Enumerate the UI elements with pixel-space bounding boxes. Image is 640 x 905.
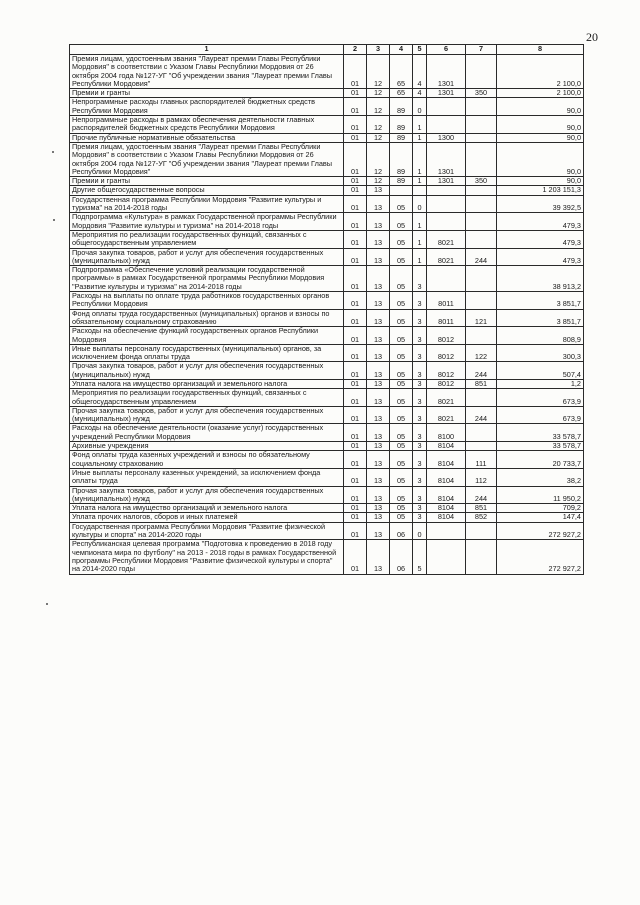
cell-subprogram: 1 <box>413 213 427 231</box>
cell-subprogram: 5 <box>413 540 427 574</box>
cell-subsection: 13 <box>367 424 390 442</box>
cell-program: 05 <box>390 362 413 380</box>
table-row <box>70 327 584 345</box>
cell-program: 89 <box>390 177 413 186</box>
cell-target-article: 1301 <box>427 142 466 176</box>
cell-target-article: 8011 <box>427 309 466 327</box>
cell-subsection: 12 <box>367 177 390 186</box>
cell-subsection: 13 <box>367 266 390 292</box>
column-header: 3 <box>367 45 390 55</box>
cell-subprogram: 3 <box>413 451 427 469</box>
cell-section: 01 <box>344 89 367 98</box>
cell-expense-type: 350 <box>466 89 497 98</box>
cell-section: 01 <box>344 522 367 540</box>
cell-program: 05 <box>390 504 413 513</box>
cell-target-article: 8012 <box>427 379 466 388</box>
cell-expense-type: 112 <box>466 468 497 486</box>
cell-section: 01 <box>344 540 367 574</box>
cell-target-article: 1301 <box>427 55 466 89</box>
cell-description: Премия лицам, удостоенным звания "Лауреат премии Главы Республики Мордовия" в соответствии с Указом Главы Республики Мордовия от 26 октября 2004 года №127-УГ "Об учреждении звания "Лауреат премии Главы Республики Мордовия" <box>70 142 344 176</box>
cell-subsection: 13 <box>367 486 390 504</box>
cell-target-article: 8021 <box>427 248 466 266</box>
table-row <box>70 344 584 362</box>
cell-expense-type <box>466 186 497 195</box>
cell-section: 01 <box>344 468 367 486</box>
cell-amount: 479,3 <box>497 213 584 231</box>
cell-program <box>390 186 413 195</box>
cell-description: Государственная программа Республики Мордовия "Развитие физической культуры и спорта" на 2014-2020 годы <box>70 522 344 540</box>
cell-description: Непрограммные расходы в рамках обеспечения деятельности главных распорядителей бюджетных средств Республики Мордовия <box>70 116 344 134</box>
table-row <box>70 468 584 486</box>
cell-section: 01 <box>344 362 367 380</box>
cell-expense-type <box>466 424 497 442</box>
cell-subprogram: 3 <box>413 266 427 292</box>
scan-speck <box>52 151 54 153</box>
cell-expense-type: 851 <box>466 379 497 388</box>
cell-subprogram: 0 <box>413 98 427 116</box>
cell-program: 05 <box>390 248 413 266</box>
cell-expense-type <box>466 230 497 248</box>
cell-subprogram: 3 <box>413 292 427 310</box>
cell-target-article: 8012 <box>427 327 466 345</box>
cell-subsection: 13 <box>367 513 390 522</box>
budget-table <box>69 44 584 575</box>
table-row <box>70 133 584 142</box>
cell-expense-type <box>466 292 497 310</box>
cell-program: 05 <box>390 195 413 213</box>
cell-subsection: 13 <box>367 186 390 195</box>
table-row <box>70 406 584 424</box>
cell-description: Уплата налога на имущество организаций и земельного налога <box>70 504 344 513</box>
table-row <box>70 213 584 231</box>
cell-section: 01 <box>344 309 367 327</box>
cell-section: 01 <box>344 424 367 442</box>
table-row <box>70 266 584 292</box>
cell-amount: 1 203 151,3 <box>497 186 584 195</box>
cell-target-article: 8012 <box>427 362 466 380</box>
column-header: 7 <box>466 45 497 55</box>
cell-program: 05 <box>390 513 413 522</box>
column-header: 8 <box>497 45 584 55</box>
cell-subprogram: 4 <box>413 89 427 98</box>
table-row <box>70 195 584 213</box>
cell-program: 05 <box>390 266 413 292</box>
cell-description: Премии и гранты <box>70 177 344 186</box>
cell-section: 01 <box>344 389 367 407</box>
cell-program: 65 <box>390 89 413 98</box>
cell-program: 89 <box>390 116 413 134</box>
table-row <box>70 248 584 266</box>
table-row <box>70 442 584 451</box>
cell-description: Иные выплаты персоналу казенных учреждений, за исключением фонда оплаты труда <box>70 468 344 486</box>
cell-program: 06 <box>390 522 413 540</box>
cell-subprogram: 3 <box>413 327 427 345</box>
cell-target-article <box>427 540 466 574</box>
cell-subsection: 13 <box>367 468 390 486</box>
cell-expense-type <box>466 540 497 574</box>
cell-target-article <box>427 195 466 213</box>
cell-expense-type <box>466 327 497 345</box>
cell-target-article: 8100 <box>427 424 466 442</box>
table-row <box>70 309 584 327</box>
cell-program: 05 <box>390 213 413 231</box>
cell-subprogram: 3 <box>413 379 427 388</box>
cell-subprogram: 3 <box>413 362 427 380</box>
cell-amount: 3 851,7 <box>497 292 584 310</box>
cell-target-article <box>427 266 466 292</box>
cell-subprogram: 3 <box>413 468 427 486</box>
cell-description: Мероприятия по реализации государственных функций, связанных с общегосударственным управлением <box>70 389 344 407</box>
cell-section: 01 <box>344 504 367 513</box>
cell-subsection: 13 <box>367 540 390 574</box>
cell-subprogram: 3 <box>413 344 427 362</box>
cell-subprogram: 1 <box>413 230 427 248</box>
cell-section: 01 <box>344 133 367 142</box>
table-row <box>70 116 584 134</box>
cell-expense-type: 244 <box>466 248 497 266</box>
table-row <box>70 362 584 380</box>
cell-target-article: 8012 <box>427 344 466 362</box>
cell-description: Фонд оплаты труда государственных (муниципальных) органов и взносы по обязательному социальному страхованию <box>70 309 344 327</box>
cell-program: 89 <box>390 98 413 116</box>
cell-subprogram: 3 <box>413 513 427 522</box>
table-row <box>70 292 584 310</box>
cell-description: Расходы на обеспечение функций государственных органов Республики Мордовия <box>70 327 344 345</box>
cell-section: 01 <box>344 248 367 266</box>
cell-target-article: 8011 <box>427 292 466 310</box>
cell-program: 89 <box>390 133 413 142</box>
cell-subsection: 13 <box>367 451 390 469</box>
cell-target-article <box>427 186 466 195</box>
table-row <box>70 504 584 513</box>
cell-section: 01 <box>344 266 367 292</box>
cell-expense-type <box>466 142 497 176</box>
cell-target-article <box>427 213 466 231</box>
cell-section: 01 <box>344 98 367 116</box>
cell-amount: 33 578,7 <box>497 442 584 451</box>
cell-description: Уплата прочих налогов, сборов и иных платежей <box>70 513 344 522</box>
cell-description: Фонд оплаты труда казенных учреждений и взносы по обязательному социальному страхованию <box>70 451 344 469</box>
cell-subsection: 13 <box>367 248 390 266</box>
cell-amount: 479,3 <box>497 248 584 266</box>
cell-subsection: 12 <box>367 142 390 176</box>
cell-expense-type <box>466 442 497 451</box>
cell-subsection: 12 <box>367 98 390 116</box>
cell-section: 01 <box>344 116 367 134</box>
cell-program: 89 <box>390 142 413 176</box>
table-header-row <box>70 45 584 55</box>
cell-description: Премии и гранты <box>70 89 344 98</box>
cell-subprogram: 1 <box>413 142 427 176</box>
cell-amount: 272 927,2 <box>497 540 584 574</box>
table-row <box>70 424 584 442</box>
cell-expense-type: 851 <box>466 504 497 513</box>
cell-subprogram: 3 <box>413 504 427 513</box>
cell-program: 05 <box>390 406 413 424</box>
cell-section: 01 <box>344 195 367 213</box>
cell-program: 05 <box>390 344 413 362</box>
cell-amount: 90,0 <box>497 142 584 176</box>
cell-subsection: 13 <box>367 442 390 451</box>
cell-expense-type: 122 <box>466 344 497 362</box>
cell-program: 05 <box>390 389 413 407</box>
cell-target-article: 8104 <box>427 513 466 522</box>
scan-speck <box>53 219 55 221</box>
table-row <box>70 379 584 388</box>
cell-amount: 39 392,5 <box>497 195 584 213</box>
cell-description: Уплата налога на имущество организаций и земельного налога <box>70 379 344 388</box>
cell-section: 01 <box>344 442 367 451</box>
cell-target-article: 8104 <box>427 442 466 451</box>
cell-target-article: 8021 <box>427 406 466 424</box>
column-header: 2 <box>344 45 367 55</box>
table-row <box>70 486 584 504</box>
table-row <box>70 98 584 116</box>
cell-description: Непрограммные расходы главных распорядителей бюджетных средств Республики Мордовия <box>70 98 344 116</box>
cell-description: Расходы на выплаты по оплате труда работников государственных органов Республики Мордовия <box>70 292 344 310</box>
cell-description: Мероприятия по реализации государственных функций, связанных с общегосударственным управлением <box>70 230 344 248</box>
cell-section: 01 <box>344 292 367 310</box>
cell-target-article: 8104 <box>427 468 466 486</box>
table-row <box>70 186 584 195</box>
cell-subsection: 13 <box>367 230 390 248</box>
cell-subprogram: 3 <box>413 424 427 442</box>
cell-program: 05 <box>390 486 413 504</box>
cell-target-article: 8104 <box>427 451 466 469</box>
table-body <box>70 55 584 575</box>
cell-target-article: 1300 <box>427 133 466 142</box>
page-number: 20 <box>586 30 598 44</box>
cell-amount: 90,0 <box>497 98 584 116</box>
cell-section: 01 <box>344 513 367 522</box>
cell-amount: 90,0 <box>497 177 584 186</box>
table-row <box>70 230 584 248</box>
cell-section: 01 <box>344 406 367 424</box>
cell-subprogram: 1 <box>413 116 427 134</box>
table-row <box>70 89 584 98</box>
cell-description: Иные выплаты персоналу государственных (муниципальных) органов, за исключением фонда оплаты труда <box>70 344 344 362</box>
cell-amount: 20 733,7 <box>497 451 584 469</box>
column-header: 4 <box>390 45 413 55</box>
cell-amount: 38,2 <box>497 468 584 486</box>
cell-subsection: 12 <box>367 116 390 134</box>
cell-description: Прочая закупка товаров, работ и услуг для обеспечения государственных (муниципальных) нужд <box>70 406 344 424</box>
cell-subsection: 12 <box>367 55 390 89</box>
table-row <box>70 451 584 469</box>
cell-description: Прочая закупка товаров, работ и услуг для обеспечения государственных (муниципальных) нужд <box>70 362 344 380</box>
cell-target-article <box>427 98 466 116</box>
column-header: 5 <box>413 45 427 55</box>
cell-subprogram: 0 <box>413 195 427 213</box>
cell-amount: 272 927,2 <box>497 522 584 540</box>
cell-section: 01 <box>344 177 367 186</box>
cell-expense-type: 244 <box>466 486 497 504</box>
cell-section: 01 <box>344 344 367 362</box>
cell-description: Прочая закупка товаров, работ и услуг для обеспечения государственных (муниципальных) нужд <box>70 248 344 266</box>
cell-expense-type: 111 <box>466 451 497 469</box>
cell-subsection: 13 <box>367 379 390 388</box>
scan-speck <box>46 603 48 605</box>
cell-subsection: 13 <box>367 292 390 310</box>
table-row <box>70 142 584 176</box>
cell-section: 01 <box>344 327 367 345</box>
table-row <box>70 389 584 407</box>
cell-expense-type: 121 <box>466 309 497 327</box>
cell-program: 05 <box>390 379 413 388</box>
cell-subprogram: 3 <box>413 309 427 327</box>
cell-subprogram: 1 <box>413 177 427 186</box>
table-row <box>70 513 584 522</box>
cell-program: 05 <box>390 327 413 345</box>
cell-section: 01 <box>344 486 367 504</box>
cell-subprogram <box>413 186 427 195</box>
cell-expense-type <box>466 213 497 231</box>
cell-subsection: 13 <box>367 389 390 407</box>
cell-subsection: 13 <box>367 522 390 540</box>
cell-amount: 2 100,0 <box>497 55 584 89</box>
cell-subsection: 13 <box>367 213 390 231</box>
cell-section: 01 <box>344 379 367 388</box>
cell-amount: 507,4 <box>497 362 584 380</box>
cell-subsection: 12 <box>367 133 390 142</box>
cell-target-article: 8021 <box>427 389 466 407</box>
cell-subsection: 13 <box>367 195 390 213</box>
cell-amount: 673,9 <box>497 389 584 407</box>
cell-amount: 479,3 <box>497 230 584 248</box>
cell-target-article: 8104 <box>427 504 466 513</box>
cell-expense-type: 244 <box>466 362 497 380</box>
cell-amount: 38 913,2 <box>497 266 584 292</box>
cell-subsection: 13 <box>367 406 390 424</box>
table-row <box>70 540 584 574</box>
cell-target-article: 8104 <box>427 486 466 504</box>
cell-program: 05 <box>390 442 413 451</box>
cell-program: 06 <box>390 540 413 574</box>
cell-subprogram: 3 <box>413 406 427 424</box>
cell-expense-type <box>466 195 497 213</box>
cell-expense-type <box>466 133 497 142</box>
cell-amount: 808,9 <box>497 327 584 345</box>
cell-section: 01 <box>344 230 367 248</box>
column-header: 1 <box>70 45 344 55</box>
table-row <box>70 522 584 540</box>
cell-expense-type <box>466 98 497 116</box>
cell-description: Подпрограмма «Обеспечение условий реализации государственной программы» в рамках Государственной программы Республики Мордовия "Развитие культуры и туризма" на 2014-2018 годы <box>70 266 344 292</box>
cell-expense-type <box>466 116 497 134</box>
cell-program: 05 <box>390 424 413 442</box>
cell-subsection: 13 <box>367 344 390 362</box>
cell-subsection: 13 <box>367 362 390 380</box>
cell-amount: 90,0 <box>497 116 584 134</box>
cell-description: Другие общегосударственные вопросы <box>70 186 344 195</box>
cell-expense-type: 244 <box>466 406 497 424</box>
cell-description: Прочая закупка товаров, работ и услуг для обеспечения государственных (муниципальных) нужд <box>70 486 344 504</box>
cell-subprogram: 0 <box>413 522 427 540</box>
cell-amount: 11 950,2 <box>497 486 584 504</box>
cell-target-article: 1301 <box>427 177 466 186</box>
cell-expense-type <box>466 522 497 540</box>
cell-program: 65 <box>390 55 413 89</box>
cell-section: 01 <box>344 451 367 469</box>
cell-subprogram: 3 <box>413 442 427 451</box>
table-row <box>70 177 584 186</box>
cell-section: 01 <box>344 186 367 195</box>
cell-amount: 90,0 <box>497 133 584 142</box>
cell-amount: 673,9 <box>497 406 584 424</box>
cell-expense-type <box>466 389 497 407</box>
cell-subsection: 13 <box>367 309 390 327</box>
cell-subprogram: 3 <box>413 486 427 504</box>
cell-program: 05 <box>390 468 413 486</box>
cell-subprogram: 4 <box>413 55 427 89</box>
cell-description: Премия лицам, удостоенным звания "Лауреат премии Главы Республики Мордовия" в соответствии с Указом Главы Республики Мордовия от 26 октября 2004 года №127-УГ "Об учреждении звания "Лауреат премии Главы Республики Мордовия" <box>70 55 344 89</box>
cell-target-article <box>427 522 466 540</box>
cell-description: Республиканская целевая программа "Подготовка к проведению в 2018 году чемпионата мира по футболу" на 2013 - 2018 годы в рамках Государственной программы Республики Мордовия "Развитие физической культуры и спорта" на 2014-2020 годы <box>70 540 344 574</box>
cell-section: 01 <box>344 55 367 89</box>
cell-program: 05 <box>390 451 413 469</box>
column-header: 6 <box>427 45 466 55</box>
cell-program: 05 <box>390 292 413 310</box>
cell-expense-type <box>466 55 497 89</box>
cell-amount: 2 100,0 <box>497 89 584 98</box>
cell-target-article: 1301 <box>427 89 466 98</box>
cell-subprogram: 3 <box>413 389 427 407</box>
cell-amount: 709,2 <box>497 504 584 513</box>
cell-expense-type <box>466 266 497 292</box>
cell-description: Прочие публичные нормативные обязательства <box>70 133 344 142</box>
cell-amount: 147,4 <box>497 513 584 522</box>
cell-section: 01 <box>344 142 367 176</box>
cell-target-article <box>427 116 466 134</box>
cell-amount: 33 578,7 <box>497 424 584 442</box>
cell-subsection: 13 <box>367 327 390 345</box>
table-row <box>70 55 584 89</box>
cell-target-article: 8021 <box>427 230 466 248</box>
cell-amount: 1,2 <box>497 379 584 388</box>
cell-subprogram: 1 <box>413 133 427 142</box>
cell-program: 05 <box>390 309 413 327</box>
cell-subprogram: 1 <box>413 248 427 266</box>
cell-expense-type: 350 <box>466 177 497 186</box>
cell-amount: 3 851,7 <box>497 309 584 327</box>
cell-expense-type: 852 <box>466 513 497 522</box>
cell-subsection: 13 <box>367 504 390 513</box>
cell-section: 01 <box>344 213 367 231</box>
cell-description: Государственная программа Республики Мордовия "Развитие культуры и туризма" на 2014-2018 годы <box>70 195 344 213</box>
cell-amount: 300,3 <box>497 344 584 362</box>
cell-description: Архивные учреждения <box>70 442 344 451</box>
cell-program: 05 <box>390 230 413 248</box>
cell-description: Расходы на обеспечение деятельности (оказание услуг) государственных учреждений Республики Мордовия <box>70 424 344 442</box>
cell-subsection: 12 <box>367 89 390 98</box>
cell-description: Подпрограмма «Культура» в рамках Государственной программы Республики Мордовия "Развитие культуры и туризма" на 2014-2018 годы <box>70 213 344 231</box>
